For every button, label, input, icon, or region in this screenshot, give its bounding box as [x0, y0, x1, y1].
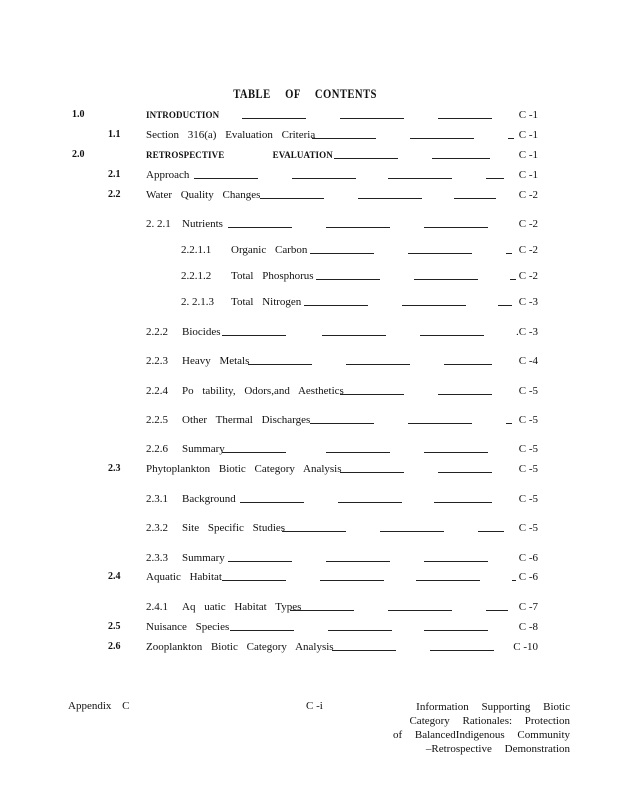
toc-entry-page: .C -3: [516, 326, 538, 338]
toc-leader-line: [304, 305, 368, 306]
toc-leader-line: [454, 198, 496, 199]
toc-entry-label: Background: [182, 493, 236, 505]
toc-entry-page: C -2: [518, 189, 538, 201]
toc-entry: [0, 354, 618, 368]
toc-entry-number: 2. 2.1: [146, 218, 171, 230]
toc-leader-line: [222, 580, 286, 581]
toc-entry: [0, 188, 618, 202]
toc-entry-number: 2.2.6: [146, 443, 168, 455]
toc-entry-page: C -6: [518, 552, 538, 564]
toc-leader-line: [312, 138, 376, 139]
toc-leader-line: [410, 138, 474, 139]
toc-entry-label: Water Quality Changes: [146, 189, 261, 201]
toc-leader-line: [506, 423, 512, 424]
toc-leader-line: [416, 580, 480, 581]
toc-leader-line: [438, 394, 492, 395]
toc-entry-page: C -5: [518, 414, 538, 426]
toc-leader-line: [222, 335, 286, 336]
toc-leader-line: [424, 630, 488, 631]
toc-leader-line: [408, 253, 472, 254]
toc-entry-number: 2.5: [108, 621, 121, 632]
toc-leader-line: [194, 178, 258, 179]
toc-entry-number: 2.2.2: [146, 326, 168, 338]
toc-leader-line: [438, 472, 492, 473]
toc-entry-label: Biocides: [182, 326, 221, 338]
toc-leader-line: [424, 227, 488, 228]
toc-entry-label: Approach: [146, 169, 190, 181]
toc-leader-line: [292, 178, 356, 179]
toc-leader-line: [432, 158, 490, 159]
toc-entry-label: Summary: [182, 443, 225, 455]
toc-entry-number: 2.2: [108, 189, 121, 200]
toc-entry: [0, 269, 618, 283]
toc-entry-page: C -3: [518, 296, 538, 308]
toc-entry: [0, 413, 618, 427]
footer-description: [360, 700, 570, 756]
toc-entry-label: Po tability, Odors,and Aesthetics: [182, 385, 344, 397]
toc-entry-label: Organic Carbon: [231, 244, 308, 256]
footer-line: of BalancedIndigenous Community: [392, 729, 570, 741]
toc-leader-line: [498, 305, 512, 306]
toc-leader-line: [430, 650, 494, 651]
toc-leader-line: [326, 561, 390, 562]
toc-leader-line: [346, 364, 410, 365]
toc-entry-label: Total Phosphorus: [231, 270, 314, 282]
toc-entry: [0, 325, 618, 339]
toc-leader-line: [444, 364, 492, 365]
toc-entry: [0, 521, 618, 535]
footer-page-number: C -i: [306, 700, 323, 712]
toc-entry-label: INTRODUCTION: [146, 110, 220, 120]
toc-entry-page: C -1: [518, 169, 538, 181]
footer-line: Information Supporting Biotic: [416, 701, 570, 713]
footer-appendix: Appendix C: [68, 700, 130, 712]
toc-entry-page: C -1: [518, 129, 538, 141]
toc-entry-label: Summary: [182, 552, 225, 564]
toc-entry: [0, 442, 618, 456]
toc-leader-line: [328, 630, 392, 631]
toc-entry-page: C -4: [518, 355, 538, 367]
toc-leader-line: [414, 279, 478, 280]
toc-entry: [0, 168, 618, 182]
toc-entry-page: C -5: [518, 443, 538, 455]
toc-leader-line: [332, 650, 396, 651]
toc-leader-line: [512, 580, 516, 581]
toc-leader-line: [438, 118, 492, 119]
toc-entry-page: C -2: [518, 218, 538, 230]
toc-entry: [0, 640, 618, 654]
toc-entry-page: C -2: [518, 244, 538, 256]
toc-entry-label: RETROSPECTIVE EVALUATION: [146, 150, 333, 160]
toc-leader-line: [282, 531, 346, 532]
toc-entry-label: Phytoplankton Biotic Category Analysis: [146, 463, 342, 475]
toc-entry-number: 2.2.3: [146, 355, 168, 367]
toc-leader-line: [228, 227, 292, 228]
toc-leader-line: [486, 178, 504, 179]
toc-entry-number: 2.2.5: [146, 414, 168, 426]
toc-leader-line: [222, 452, 286, 453]
toc-entry-number: 2.3.2: [146, 522, 168, 534]
toc-entry: [0, 551, 618, 565]
toc-leader-line: [260, 198, 324, 199]
toc-entry-page: C -6: [518, 571, 538, 583]
toc-leader-line: [320, 580, 384, 581]
toc-leader-line: [248, 364, 312, 365]
toc-leader-line: [486, 610, 508, 611]
toc-entry-page: C -5: [518, 493, 538, 505]
toc-entry-label: Nutrients: [182, 218, 223, 230]
toc-leader-line: [310, 423, 374, 424]
toc-entry-number: 2.2.1.2: [181, 270, 212, 282]
toc-entry-page: C -8: [518, 621, 538, 633]
toc-leader-line: [338, 502, 402, 503]
toc-leader-line: [358, 198, 422, 199]
toc-entry-number: 1.0: [72, 109, 85, 120]
toc-entry-page: C -2: [518, 270, 538, 282]
toc-entry-label: Section 316(a) Evaluation Criteria: [146, 129, 316, 141]
toc-entry-number: 2.2.1.1: [181, 244, 212, 256]
toc-leader-line: [420, 335, 484, 336]
toc-entry-label: Nuisance Species: [146, 621, 230, 633]
toc-entry: [0, 600, 618, 614]
toc-leader-line: [326, 227, 390, 228]
toc-entry: [0, 620, 618, 634]
toc-entry-page: C -7: [518, 601, 538, 613]
toc-entry-page: C -5: [518, 385, 538, 397]
footer-line: –Retrospective Demonstration: [425, 743, 570, 755]
toc-entry: [0, 128, 618, 142]
toc-leader-line: [340, 394, 404, 395]
toc-leader-line: [240, 502, 304, 503]
toc-entry-page: C -1: [518, 149, 538, 161]
toc-leader-line: [316, 279, 380, 280]
toc-entry-label: Heavy Metals: [182, 355, 250, 367]
toc-leader-line: [340, 472, 404, 473]
toc-leader-line: [322, 335, 386, 336]
toc-entry-label: Other Thermal Discharges: [182, 414, 311, 426]
toc-leader-line: [508, 138, 514, 139]
toc-entry: [0, 148, 618, 162]
toc-entry: [0, 108, 618, 122]
toc-leader-line: [424, 452, 488, 453]
toc-leader-line: [506, 253, 512, 254]
toc-entry-page: C -1: [518, 109, 538, 121]
toc-entry-number: 2.3: [108, 463, 121, 474]
toc-entry-number: 1.1: [108, 129, 121, 140]
toc-leader-line: [230, 630, 294, 631]
toc-entry-number: 2.3.3: [146, 552, 168, 564]
footer-line: Category Rationales: Protection: [409, 715, 570, 727]
toc-entry-number: 2.6: [108, 641, 121, 652]
toc-entry-label: Site Specific Studies: [182, 522, 286, 534]
toc-leader-line: [290, 610, 354, 611]
toc-entry: [0, 243, 618, 257]
toc-entry: [0, 570, 618, 584]
toc-leader-line: [340, 118, 404, 119]
toc-entry-number: 2.4: [108, 571, 121, 582]
toc-entry-page: C -5: [518, 463, 538, 475]
toc-entry: [0, 217, 618, 231]
toc-leader-line: [478, 531, 504, 532]
toc-leader-line: [434, 502, 492, 503]
toc-leader-line: [310, 253, 374, 254]
toc-entry: [0, 384, 618, 398]
toc-entry-label: Aq uatic Habitat Types: [182, 601, 302, 613]
toc-leader-line: [242, 118, 306, 119]
toc-leader-line: [380, 531, 444, 532]
toc-entry: [0, 492, 618, 506]
toc-entry-number: 2.4.1: [146, 601, 168, 613]
toc-entry-label: Aquatic Habitat: [146, 571, 222, 583]
toc-leader-line: [228, 561, 292, 562]
toc-leader-line: [388, 610, 452, 611]
toc-entry-number: 2.2.4: [146, 385, 168, 397]
toc-entry: [0, 295, 618, 309]
toc-leader-line: [326, 452, 390, 453]
toc-leader-line: [334, 158, 398, 159]
toc-entry-number: 2.1: [108, 169, 121, 180]
toc-entry-label: Total Nitrogen: [231, 296, 302, 308]
toc-entry-label: Zooplankton Biotic Category Analysis: [146, 641, 334, 653]
toc-leader-line: [388, 178, 452, 179]
toc-title: TABLE OF CONTENTS: [233, 86, 377, 101]
toc-leader-line: [510, 279, 516, 280]
toc-entry-number: 2. 2.1.3: [181, 296, 214, 308]
toc-entry-number: 2.0: [72, 149, 85, 160]
toc-entry-page: C -10: [513, 641, 538, 653]
toc-leader-line: [408, 423, 472, 424]
toc-leader-line: [402, 305, 466, 306]
toc-entry: [0, 462, 618, 476]
toc-entry-page: C -5: [518, 522, 538, 534]
toc-entry-number: 2.3.1: [146, 493, 168, 505]
toc-leader-line: [424, 561, 488, 562]
